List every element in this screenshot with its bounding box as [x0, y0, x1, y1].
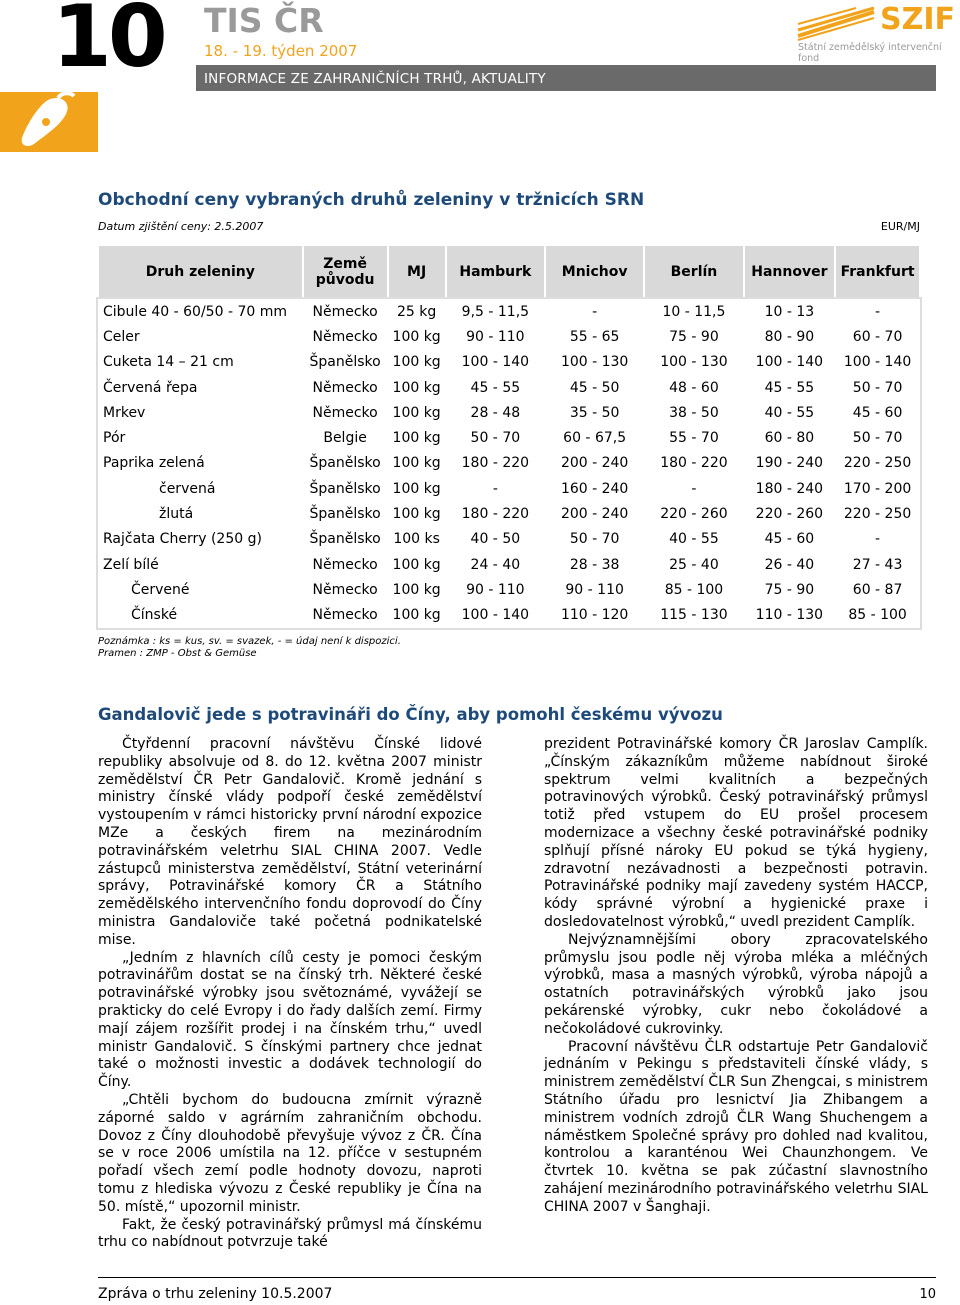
column-header: Země původu	[303, 245, 388, 299]
price-cell: 200 - 240	[545, 451, 644, 476]
price-table	[97, 244, 921, 629]
country-of-origin: Německo	[303, 400, 388, 425]
column-header: Hamburk	[446, 245, 545, 299]
page-number: 10	[919, 1287, 936, 1302]
measure-unit: 100 kg	[388, 476, 446, 501]
table-note	[98, 636, 401, 660]
price-cell: 180 - 240	[744, 476, 836, 501]
price-cell: 190 - 240	[744, 451, 836, 476]
footer-divider	[98, 1277, 936, 1278]
note-source: Pramen : ZMP - Obst & Gemüse	[98, 648, 257, 659]
price-cell: 220 - 260	[644, 501, 743, 526]
country-of-origin: Německo	[303, 324, 388, 349]
price-cell: 100 - 140	[446, 350, 545, 375]
price-cell: 45 - 60	[835, 400, 920, 425]
price-cell: 10 - 13	[744, 299, 836, 324]
country-of-origin: Španělsko	[303, 451, 388, 476]
szif-logo-text: SZIF	[880, 2, 956, 37]
article-paragraph: prezident Potravinářské komory ČR Jaroslav Camplík. „Čínským zákazníkům můžeme nabídnout široké spektrum velmi kvalitních a bezpečných potravinových výrobků. Český potravinářský průmysl totiž před vstupem do EU prošel procesem modernizace a všechny české potravinářské podniky splňují přísné nároky EU pokud se týká hygieny, zdravotní nezávadnosti a bezpečnosti potravin. Potravinářské podniky mají zavedeny systém HACCP, kódy správné výrobní a hygienické praxe i dosledovatelnost výrobků,“ uvedl prezident Camplík.	[544, 736, 928, 930]
vegetable-name: Čínské	[98, 603, 303, 628]
column-header: Frankfurt	[835, 245, 920, 299]
measure-unit: 100 ks	[388, 527, 446, 552]
country-of-origin: Belgie	[303, 425, 388, 450]
measure-unit: 100 kg	[388, 350, 446, 375]
vegetable-name: Zelí bílé	[98, 552, 303, 577]
price-cell: 50 - 70	[835, 425, 920, 450]
price-cell: 50 - 70	[446, 425, 545, 450]
price-cell: 45 - 55	[744, 375, 836, 400]
price-cell: 115 - 130	[644, 603, 743, 628]
article-paragraph: Čtyřdenní pracovní návštěvu Čínské lidové republiky absolvuje od 8. do 12. května 2007 ministr zemědělství ČR Petr Gandalovič. Kromě jednání s ministry čínské vlády podpoří české zemědělství vystoupením v rámci historicky první národní expozice MZe a českých firem na mezinárodním potravinářském veletrhu SIAL CHINA 2007. Vedle zástupců ministerstva zemědělství, Státní veterinární správy, Potravinářské komory ČR a Státního zemědělského intervenčního fondu doprovodí do Číny ministra Gandaloviče také početná podnikatelské mise.	[98, 736, 482, 948]
price-cell: 28 - 38	[545, 552, 644, 577]
column-header: Berlín	[644, 245, 743, 299]
column-header: MJ	[388, 245, 446, 299]
price-cell: 38 - 50	[644, 400, 743, 425]
price-cell: 40 - 55	[644, 527, 743, 552]
footer-title: Zpráva o trhu zeleniny 10.5.2007	[98, 1286, 333, 1302]
price-cell: 85 - 100	[644, 577, 743, 602]
price-cell: 200 - 240	[545, 501, 644, 526]
country-of-origin: Španělsko	[303, 476, 388, 501]
measure-unit: 100 kg	[388, 375, 446, 400]
unit-label: EUR/MJ	[880, 220, 920, 233]
table-row	[98, 451, 920, 476]
article-title: Gandalovič jede s potravináři do Číny, aby pomohl českému vývozu	[98, 705, 723, 724]
price-cell: 28 - 48	[446, 400, 545, 425]
szif-logo-subtitle: Státní zemědělský intervenční fond	[798, 42, 942, 64]
price-cell: 110 - 130	[744, 603, 836, 628]
vegetable-name: Rajčata Cherry (250 g)	[98, 527, 303, 552]
price-cell: 220 - 250	[835, 501, 920, 526]
vegetable-name: Červené	[98, 577, 303, 602]
price-cell: 90 - 110	[446, 577, 545, 602]
price-cell: 100 - 140	[744, 350, 836, 375]
price-cell: -	[446, 476, 545, 501]
price-cell: 180 - 220	[446, 451, 545, 476]
price-cell: 35 - 50	[545, 400, 644, 425]
price-cell: 180 - 220	[644, 451, 743, 476]
vegetable-name: Paprika zelená	[98, 451, 303, 476]
column-header: Hannover	[744, 245, 836, 299]
price-cell: 55 - 65	[545, 324, 644, 349]
pepper-logo-icon	[0, 92, 98, 152]
article-column-left	[98, 736, 482, 1252]
price-cell: 27 - 43	[835, 552, 920, 577]
price-cell: 60 - 80	[744, 425, 836, 450]
country-of-origin: Německo	[303, 552, 388, 577]
price-cell: 90 - 110	[446, 324, 545, 349]
price-cell: 100 - 130	[545, 350, 644, 375]
vegetable-name: Červená řepa	[98, 375, 303, 400]
price-cell: 60 - 70	[835, 324, 920, 349]
price-cell: -	[835, 299, 920, 324]
table-row	[98, 425, 920, 450]
measure-unit: 25 kg	[388, 299, 446, 324]
price-cell: 85 - 100	[835, 603, 920, 628]
price-cell: 48 - 60	[644, 375, 743, 400]
price-cell: 180 - 220	[446, 501, 545, 526]
price-cell: 100 - 140	[446, 603, 545, 628]
country-of-origin: Německo	[303, 375, 388, 400]
note-abbreviations: Poznámka : ks = kus, sv. = svazek, - = údaj není k dispozici.	[98, 636, 401, 647]
measure-unit: 100 kg	[388, 324, 446, 349]
date-label: Datum zjištění ceny: 2.5.2007	[98, 220, 264, 233]
price-cell: 45 - 50	[545, 375, 644, 400]
table-row	[98, 324, 920, 349]
price-cell: -	[545, 299, 644, 324]
table-body	[98, 299, 920, 628]
article-paragraph: Pracovní návštěvu ČLR odstartuje Petr Gandalovič jednáním v Pekingu s představiteli čínské vlády, s ministrem zemědělství ČLR Sun Zhengcai, s ministrem Státního úřadu pro lesnictví Jia Zhibangem a ministrem vodních zdrojů ČLR Wang Shuchengem a náměstkem Společné správy pro dohled nad kvalitou, kontrolou a karanténou Wei Chaunzhongem. Ve čtvrtek 10. května se pak zúčastní slavnostního zahájení mezinárodního potravinářského veletrhu SIAL CHINA 2007 v Šanghaji.	[544, 1038, 928, 1215]
price-cell: 75 - 90	[644, 324, 743, 349]
country-of-origin: Německo	[303, 299, 388, 324]
vegetable-name: červená	[98, 476, 303, 501]
price-cell: 55 - 70	[644, 425, 743, 450]
country-of-origin: Německo	[303, 603, 388, 628]
table-row	[98, 552, 920, 577]
column-header: Mnichov	[545, 245, 644, 299]
measure-unit: 100 kg	[388, 425, 446, 450]
price-cell: 40 - 50	[446, 527, 545, 552]
header-bar-text: INFORMACE ZE ZAHRANIČNÍCH TRHŮ, AKTUALITY	[204, 71, 546, 87]
vegetable-name: Celer	[98, 324, 303, 349]
country-of-origin: Německo	[303, 577, 388, 602]
article-paragraph: Fakt, že český potravinářský průmysl má čínskému trhu co nabídnout potvrzuje také	[98, 1216, 482, 1251]
country-of-origin: Španělsko	[303, 527, 388, 552]
country-of-origin: Španělsko	[303, 501, 388, 526]
price-cell: 100 - 140	[835, 350, 920, 375]
vegetable-name: Mrkev	[98, 400, 303, 425]
price-cell: 9,5 - 11,5	[446, 299, 545, 324]
price-cell: 24 - 40	[446, 552, 545, 577]
price-cell: 100 - 130	[644, 350, 743, 375]
measure-unit: 100 kg	[388, 451, 446, 476]
table-row	[98, 400, 920, 425]
vegetable-name: žlutá	[98, 501, 303, 526]
vegetable-name: Cibule 40 - 60/50 - 70 mm	[98, 299, 303, 324]
price-cell: 220 - 250	[835, 451, 920, 476]
price-cell: 90 - 110	[545, 577, 644, 602]
measure-unit: 100 kg	[388, 400, 446, 425]
header-bar	[196, 65, 936, 91]
price-cell: -	[835, 527, 920, 552]
vegetable-name: Pór	[98, 425, 303, 450]
article-paragraph: „Chtěli bychom do budoucna zmírnit výrazně záporné saldo v agrárním zahraničním obchodu. Dovoz z Číny dlouhodobě převyšuje vývoz z ČR. Čína se v roce 2006 umístila na 12. příčce v sestupném pořadí všech zemí podle hodnoty dovozu, naproti tomu z hlediska vývozu z České republiky je Čína na 50. místě,“ upozornil ministr.	[98, 1091, 482, 1215]
article-paragraph: „Jedním z hlavních cílů cesty je pomoci českým potravinářům dostat se na čínský trh. Některé české potravinářské výrobky jsou světoznámé, vyvážejí se prakticky do celé Evropy i do řady dalších zemí. Firmy mají zájem rozšířit prodej i na čínském trhu,“ uvedl ministr Gandalovič. S čínskými partnery chce jednat také o možnosti investic a dodávek technologií do Číny.	[98, 949, 482, 1091]
price-cell: 45 - 60	[744, 527, 836, 552]
table-header-row	[98, 245, 920, 299]
price-cell: 40 - 55	[744, 400, 836, 425]
price-cell: 170 - 200	[835, 476, 920, 501]
table-row	[98, 299, 920, 324]
price-cell: 75 - 90	[744, 577, 836, 602]
table-row	[98, 476, 920, 501]
price-cell: 60 - 87	[835, 577, 920, 602]
price-cell: 25 - 40	[644, 552, 743, 577]
table-row	[98, 603, 920, 628]
brand-title: TIS ČR	[204, 1, 324, 40]
price-cell: 80 - 90	[744, 324, 836, 349]
measure-unit: 100 kg	[388, 577, 446, 602]
table-row	[98, 501, 920, 526]
article-paragraph: Nejvýznamnějšími obory zpracovatelského průmyslu jsou podle něj výroba mléka a mléčných výrobků, masa a masných výrobků, výroba nápojů a ostatních potravinářských výrobků jako jsou pekárenské výrobky, cukr nebo čokoládové a nečokoládové cukrovinky.	[544, 931, 928, 1037]
country-of-origin: Španělsko	[303, 350, 388, 375]
vegetable-name: Cuketa 14 – 21 cm	[98, 350, 303, 375]
price-cell: 50 - 70	[545, 527, 644, 552]
measure-unit: 100 kg	[388, 501, 446, 526]
price-cell: 10 - 11,5	[644, 299, 743, 324]
measure-unit: 100 kg	[388, 552, 446, 577]
table-row	[98, 527, 920, 552]
price-cell: 160 - 240	[545, 476, 644, 501]
price-cell: 110 - 120	[545, 603, 644, 628]
table-row	[98, 375, 920, 400]
price-cell: 45 - 55	[446, 375, 545, 400]
column-header: Druh zeleniny	[98, 245, 303, 299]
price-cell: 50 - 70	[835, 375, 920, 400]
price-cell: 26 - 40	[744, 552, 836, 577]
issue-number: 10	[52, 0, 164, 87]
price-cell: -	[644, 476, 743, 501]
week-label: 18. - 19. týden 2007	[204, 42, 358, 60]
price-cell: 60 - 67,5	[545, 425, 644, 450]
measure-unit: 100 kg	[388, 603, 446, 628]
table-row	[98, 350, 920, 375]
price-table-title: Obchodní ceny vybraných druhů zeleniny v tržnicích SRN	[98, 190, 645, 210]
table-row	[98, 577, 920, 602]
article-column-right	[544, 736, 928, 1217]
price-cell: 220 - 260	[744, 501, 836, 526]
